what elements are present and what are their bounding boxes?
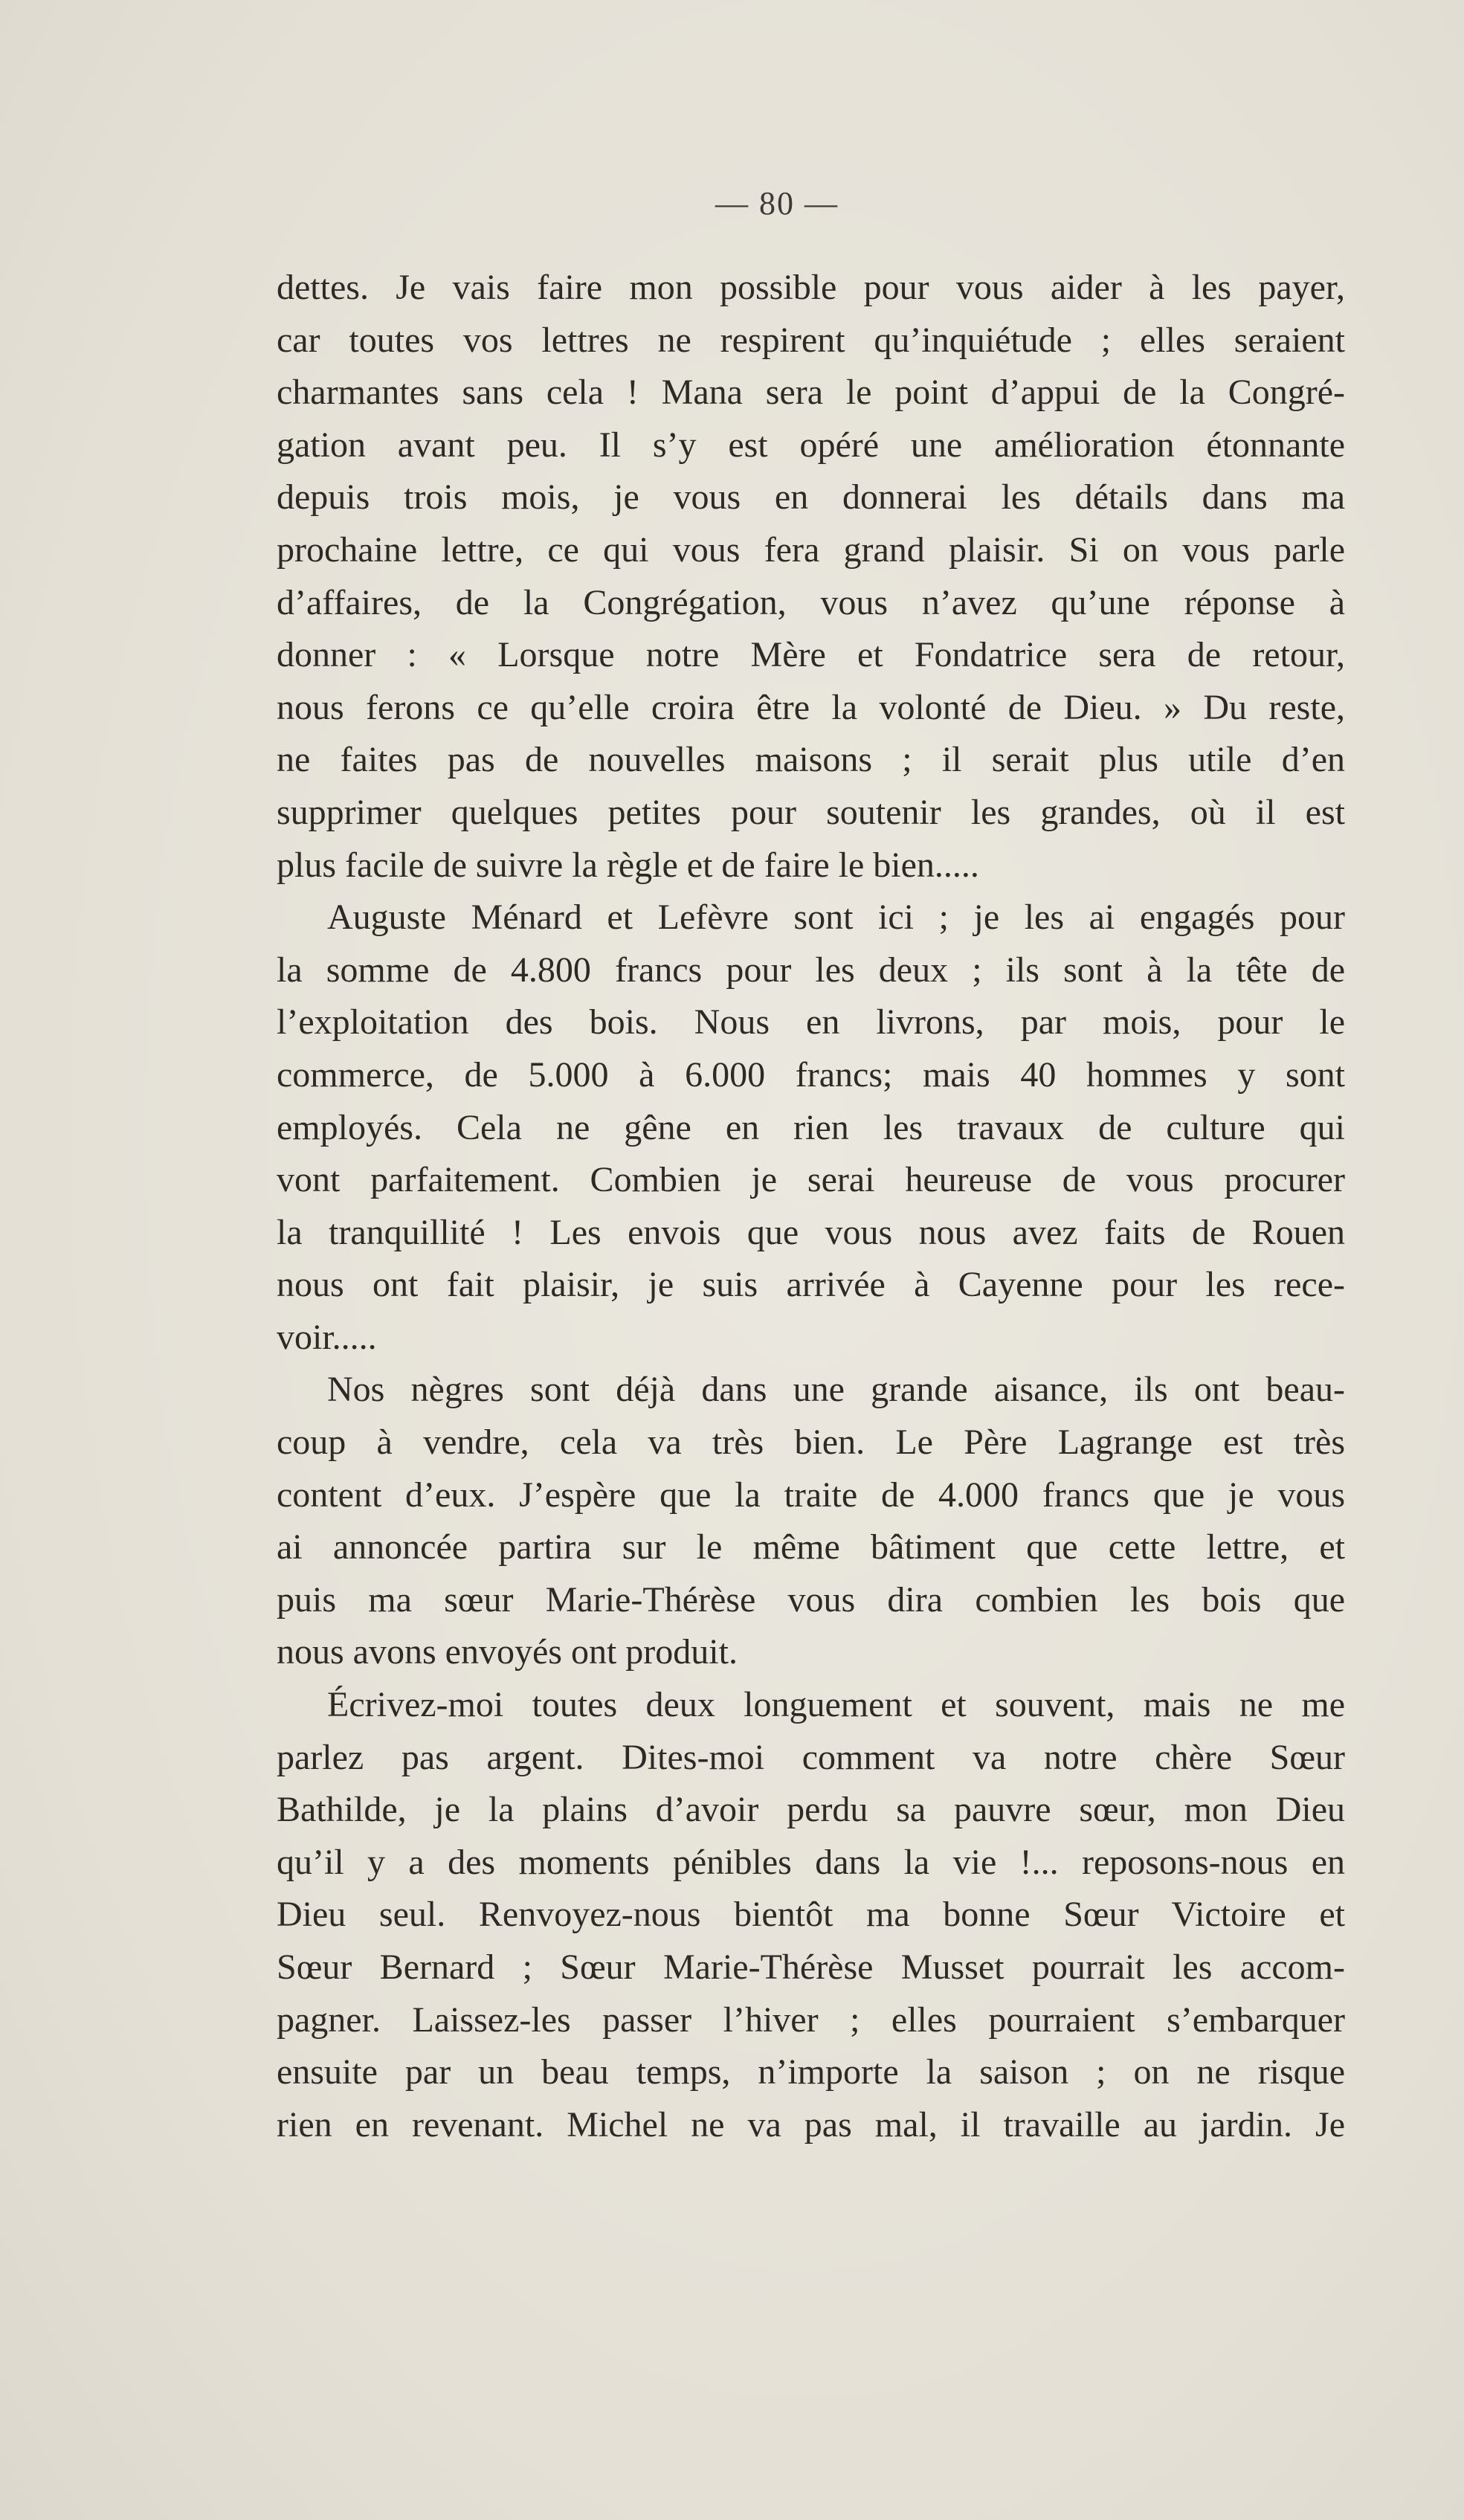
text-line: coup à vendre, cela va très bien. Le Père Lagrange est très [277,1422,1345,1463]
text-line: ensuite par un beau temps, n’importe la saison ; on ne risque [277,2052,1345,2092]
text-line: supprimer quelques petites pour soutenir les grandes, où il est [277,792,1345,832]
text-line: commerce, de 5.000 à 6.000 francs; mais 40 hommes y sont [277,1054,1345,1095]
text-line: Auguste Ménard et Lefèvre sont ici ; je les ai engagés pour [327,898,1345,938]
text-line: charmantes sans cela ! Mana sera le point d’appui de la Congré- [277,373,1345,413]
text-line: l’exploitation des bois. Nous en livrons, par mois, pour le [277,1002,1345,1043]
text-line: donner : « Lorsque notre Mère et Fondatrice sera de retour, [277,635,1345,675]
text-line: parlez pas argent. Dites-moi comment va notre chère Sœur [277,1737,1345,1777]
body-text [277,262,1345,2151]
text-line: prochaine lettre, ce qui vous fera grand plaisir. Si on vous parle [277,529,1345,570]
text-line: d’affaires, de la Congrégation, vous n’avez qu’une réponse à [277,582,1345,622]
text-line: nous ont fait plaisir, je suis arrivée à Cayenne pour les rece- [277,1265,1345,1305]
text-line: voir..... [277,1317,377,1357]
text-line: Dieu seul. Renvoyez-nous bientôt ma bonne Sœur Victoire et [277,1895,1345,1935]
text-line: la somme de 4.800 francs pour les deux ; ils sont à la tête de [277,950,1345,990]
text-line: Nos nègres sont déjà dans une grande aisance, ils ont beau- [327,1370,1345,1410]
text-line: qu’il y a des moments pénibles dans la vie !... reposons-nous en [277,1842,1345,1882]
text-line: vont parfaitement. Combien je serai heureuse de vous procurer [277,1160,1345,1200]
text-line: dettes. Je vais faire mon possible pour vous aider à les payer, [277,268,1345,307]
text-line: content d’eux. J’espère que la traite de 4.000 francs que je vous [277,1475,1345,1515]
page-number: — 80 — [715,185,839,222]
text-line: depuis trois mois, je vous en donnerai les détails dans ma [277,477,1345,518]
text-line: la tranquillité ! Les envois que vous nous avez faits de Rouen [277,1212,1345,1252]
text-line: gation avant peu. Il s’y est opéré une amélioration étonnante [277,425,1345,465]
text-line: ne faites pas de nouvelles maisons ; il serait plus utile d’en [277,740,1345,780]
text-line: Bathilde, je la plains d’avoir perdu sa pauvre sœur, mon Dieu [277,1790,1345,1830]
text-line: Écrivez-moi toutes deux longuement et souvent, mais ne me [327,1685,1345,1725]
text-line: employés. Cela ne gêne en rien les travaux de culture qui [277,1107,1345,1147]
text-line: Sœur Bernard ; Sœur Marie-Thérèse Musset pourrait les accom- [277,1947,1345,1987]
text-line: puis ma sœur Marie-Thérèse vous dira combien les bois que [277,1579,1345,1620]
text-line: nous ferons ce qu’elle croira être la volonté de Dieu. » Du reste, [277,687,1345,727]
text-line: car toutes vos lettres ne respirent qu’inquiétude ; elles seraient [277,320,1345,360]
text-line: rien en revenant. Michel ne va pas mal, il travaille au jardin. Je [277,2104,1345,2144]
text-line: nous avons envoyés ont produit. [277,1632,738,1672]
text-line: ai annoncée partira sur le même bâtiment que cette lettre, et [277,1527,1345,1567]
text-line: plus facile de suivre la règle et de faire le bien..... [277,845,979,885]
text-line: pagner. Laissez-les passer l’hiver ; elles pourraient s’embarquer [277,1999,1345,2040]
